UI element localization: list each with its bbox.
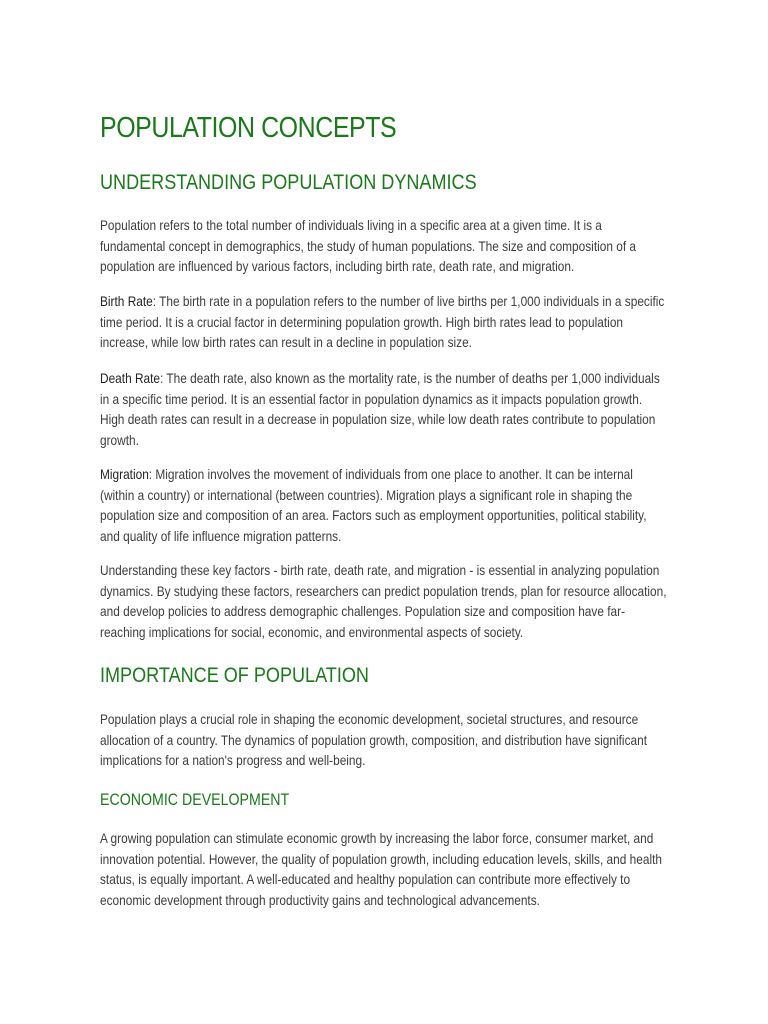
subsection-heading-economic-development: ECONOMIC DEVELOPMENT xyxy=(100,791,290,809)
section-heading-importance-of-population: IMPORTANCE OF POPULATION xyxy=(100,664,369,687)
birth-rate-text: : The birth rate in a population refers to the number of live births per 1,000 individuals in a specific time period. It is a crucial factor in determining population growth. High birth rates lead to population increase, while low birth rates can result in a decline in population size. xyxy=(100,294,665,351)
paragraph-death-rate xyxy=(100,369,668,451)
paragraph-understanding-factors: Understanding these key factors - birth rate, death rate, and migration - is essential in analyzing population dynamics. By studying these factors, researchers can predict population trends, plan for resource allocation, and develop policies to address demographic challenges. Population size and composition have far-reaching implications for social, economic, and environmental aspects of society. xyxy=(100,563,667,640)
paragraph-economic-development: A growing population can stimulate economic growth by increasing the labor force, consumer market, and innovation potential. However, the quality of population growth, including education levels, skills, and health status, is equally important. A well-educated and healthy population can contribute more effectively to economic development through productivity gains and technological advancements. xyxy=(100,831,662,908)
paragraph-population-intro: Population refers to the total number of individuals living in a specific area at a given time. It is a fundamental concept in demographics, the study of human populations. The size and composition of a population are influenced by various factors, including birth rate, death rate, and migration. xyxy=(100,218,637,275)
term-birth-rate: Birth Rate xyxy=(100,294,153,309)
term-migration: Migration xyxy=(100,467,149,482)
term-death-rate: Death Rate xyxy=(100,371,161,386)
death-rate-text: : The death rate, also known as the mortality rate, is the number of deaths per 1,000 individuals in a specific time period. It is an essential factor in population dynamics as it impacts population growth. High death rates can result in a decrease in population size, while low death rates contribute to population growth. xyxy=(100,371,660,448)
section-heading-population-dynamics: UNDERSTANDING POPULATION DYNAMICS xyxy=(100,171,477,194)
paragraph-importance-intro: Population plays a crucial role in shaping the economic development, societal structures, and resource allocation of a country. The dynamics of population growth, composition, and distribution have significant implications for a nation's progress and well-being. xyxy=(100,712,648,769)
migration-text: : Migration involves the movement of individuals from one place to another. It can be internal (within a country) or international (between countries). Migration plays a significant role in shaping the population size and composition of an area. Factors such as employment opportunities, political stability, and quality of life influence migration patterns. xyxy=(100,467,647,544)
paragraph-birth-rate xyxy=(100,292,668,354)
paragraph-migration xyxy=(100,465,668,547)
document-title: POPULATION CONCEPTS xyxy=(100,112,397,144)
